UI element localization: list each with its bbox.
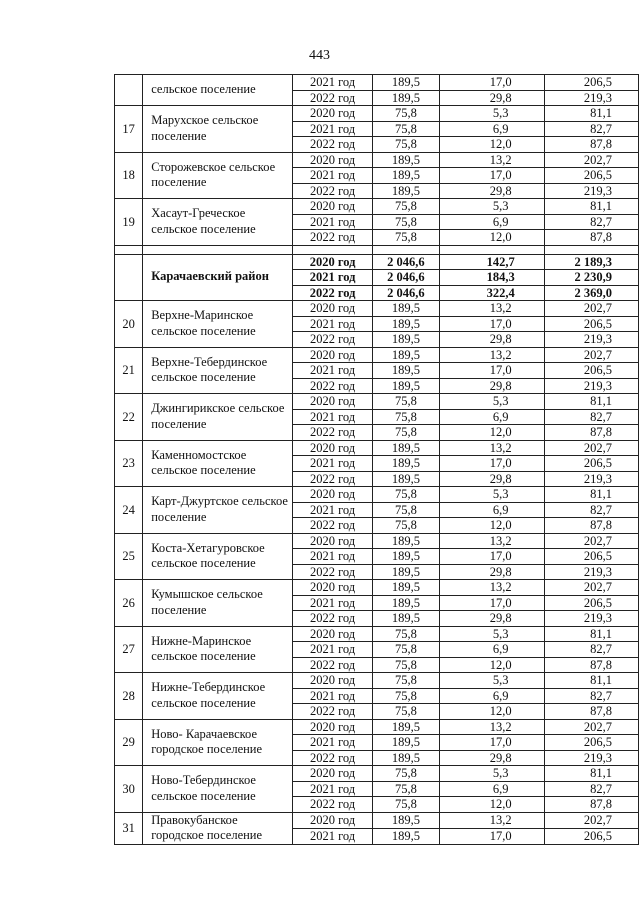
value-1-cell: 75,8 (373, 766, 440, 782)
year-cell: 2021 год (292, 688, 372, 704)
total-cell: 206,5 (544, 168, 638, 184)
value-1-cell: 189,5 (373, 152, 440, 168)
value-1-cell: 189,5 (373, 168, 440, 184)
row-number: 30 (115, 766, 143, 813)
value-2-cell: 6,9 (439, 502, 544, 518)
row-number: 29 (115, 719, 143, 766)
table-row (115, 394, 639, 410)
spacer-cell (544, 245, 638, 254)
settlement-name: Джингирикское сельское поселение (143, 394, 293, 441)
year-cell: 2021 год (292, 781, 372, 797)
year-cell: 2020 год (292, 254, 372, 270)
year-cell: 2021 год (292, 642, 372, 658)
row-number: 24 (115, 487, 143, 534)
row-number: 27 (115, 626, 143, 673)
total-cell: 87,8 (544, 704, 638, 720)
district-total-row (115, 254, 639, 270)
value-1-cell: 75,8 (373, 518, 440, 534)
value-2-cell: 29,8 (439, 183, 544, 199)
value-1-cell: 189,5 (373, 183, 440, 199)
value-1-cell: 75,8 (373, 673, 440, 689)
value-1-cell: 189,5 (373, 750, 440, 766)
value-1-cell: 75,8 (373, 704, 440, 720)
table-row (115, 580, 639, 596)
year-cell: 2022 год (292, 378, 372, 394)
total-cell: 219,3 (544, 378, 638, 394)
total-cell: 82,7 (544, 781, 638, 797)
value-1-cell: 189,5 (373, 90, 440, 106)
total-cell: 81,1 (544, 106, 638, 122)
year-cell: 2020 год (292, 106, 372, 122)
settlement-name: Верхне-Тебердинское сельское поселение (143, 347, 293, 394)
total-cell: 206,5 (544, 316, 638, 332)
value-2-cell: 13,2 (439, 580, 544, 596)
year-cell: 2020 год (292, 347, 372, 363)
year-cell: 2022 год (292, 704, 372, 720)
year-cell: 2022 год (292, 332, 372, 348)
value-2-cell: 12,0 (439, 137, 544, 153)
settlement-name: Каменномостское сельское поселение (143, 440, 293, 487)
total-cell: 206,5 (544, 735, 638, 751)
value-2-cell: 5,3 (439, 199, 544, 215)
total-cell: 87,8 (544, 797, 638, 813)
settlement-name: сельское поселение (143, 75, 293, 106)
table-row (115, 440, 639, 456)
total-cell: 87,8 (544, 137, 638, 153)
spacer-row (115, 245, 639, 254)
value-2-cell: 13,2 (439, 533, 544, 549)
total-cell: 219,3 (544, 471, 638, 487)
year-cell: 2022 год (292, 797, 372, 813)
value-2-cell: 17,0 (439, 549, 544, 565)
value-2-cell: 13,2 (439, 812, 544, 828)
year-cell: 2021 год (292, 549, 372, 565)
spacer-cell (143, 245, 293, 254)
total-cell: 81,1 (544, 199, 638, 215)
total-cell: 82,7 (544, 214, 638, 230)
value-2-cell: 6,9 (439, 214, 544, 230)
year-cell: 2020 год (292, 394, 372, 410)
value-2-cell: 17,0 (439, 735, 544, 751)
year-cell: 2020 год (292, 766, 372, 782)
year-cell: 2022 год (292, 285, 372, 301)
total-cell: 219,3 (544, 183, 638, 199)
year-cell: 2021 год (292, 121, 372, 137)
value-2-cell: 13,2 (439, 152, 544, 168)
value-1-cell: 189,5 (373, 719, 440, 735)
total-cell: 82,7 (544, 688, 638, 704)
total-cell: 202,7 (544, 812, 638, 828)
row-number: 18 (115, 152, 143, 199)
value-2-cell: 12,0 (439, 518, 544, 534)
total-cell: 87,8 (544, 230, 638, 246)
value-1-cell: 189,5 (373, 471, 440, 487)
value-2-cell: 5,3 (439, 626, 544, 642)
year-cell: 2022 год (292, 230, 372, 246)
year-cell: 2020 год (292, 812, 372, 828)
table-row (115, 106, 639, 122)
row-number (115, 75, 143, 106)
settlement-name: Правокубанское городское поселение (143, 812, 293, 844)
value-1-cell: 189,5 (373, 440, 440, 456)
value-2-cell: 29,8 (439, 611, 544, 627)
year-cell: 2021 год (292, 456, 372, 472)
year-cell: 2021 год (292, 363, 372, 379)
value-1-cell: 75,8 (373, 487, 440, 503)
value-1-cell: 189,5 (373, 363, 440, 379)
value-2-cell: 17,0 (439, 363, 544, 379)
year-cell: 2021 год (292, 214, 372, 230)
value-1-cell: 75,8 (373, 409, 440, 425)
value-2-cell: 142,7 (439, 254, 544, 270)
value-2-cell: 17,0 (439, 828, 544, 844)
spacer-cell (292, 245, 372, 254)
year-cell: 2021 год (292, 75, 372, 91)
value-2-cell: 12,0 (439, 230, 544, 246)
value-2-cell: 12,0 (439, 657, 544, 673)
value-2-cell: 29,8 (439, 471, 544, 487)
value-2-cell: 6,9 (439, 121, 544, 137)
value-2-cell: 6,9 (439, 781, 544, 797)
total-cell: 202,7 (544, 152, 638, 168)
table-row (115, 199, 639, 215)
settlement-name: Верхне-Маринское сельское поселение (143, 301, 293, 348)
value-1-cell: 75,8 (373, 394, 440, 410)
value-2-cell: 13,2 (439, 719, 544, 735)
spacer-cell (115, 245, 143, 254)
value-1-cell: 75,8 (373, 642, 440, 658)
total-cell: 81,1 (544, 394, 638, 410)
settlement-name: Кумышское сельское поселение (143, 580, 293, 627)
year-cell: 2021 год (292, 735, 372, 751)
value-1-cell: 189,5 (373, 595, 440, 611)
value-1-cell: 75,8 (373, 502, 440, 518)
value-1-cell: 75,8 (373, 425, 440, 441)
total-cell: 202,7 (544, 719, 638, 735)
settlement-name: Ново- Карачаевское городское поселение (143, 719, 293, 766)
total-cell: 219,3 (544, 90, 638, 106)
year-cell: 2022 год (292, 183, 372, 199)
value-2-cell: 5,3 (439, 106, 544, 122)
total-cell: 206,5 (544, 456, 638, 472)
value-1-cell: 189,5 (373, 533, 440, 549)
value-1-cell: 2 046,6 (373, 254, 440, 270)
total-cell: 219,3 (544, 332, 638, 348)
settlement-name: Карт-Джуртское сельское поселение (143, 487, 293, 534)
row-number: 17 (115, 106, 143, 153)
value-1-cell: 189,5 (373, 332, 440, 348)
total-cell: 81,1 (544, 673, 638, 689)
total-cell: 202,7 (544, 580, 638, 596)
value-2-cell: 5,3 (439, 673, 544, 689)
total-cell: 206,5 (544, 595, 638, 611)
table-row (115, 626, 639, 642)
total-cell: 206,5 (544, 75, 638, 91)
budget-table (114, 74, 639, 845)
year-cell: 2021 год (292, 502, 372, 518)
row-number: 20 (115, 301, 143, 348)
table-row (115, 75, 639, 91)
year-cell: 2020 год (292, 673, 372, 689)
total-cell: 2 369,0 (544, 285, 638, 301)
value-1-cell: 189,5 (373, 549, 440, 565)
value-2-cell: 17,0 (439, 168, 544, 184)
value-1-cell: 189,5 (373, 828, 440, 844)
total-cell: 81,1 (544, 626, 638, 642)
value-1-cell: 189,5 (373, 580, 440, 596)
row-number: 25 (115, 533, 143, 580)
year-cell: 2021 год (292, 595, 372, 611)
value-1-cell: 75,8 (373, 214, 440, 230)
year-cell: 2021 год (292, 409, 372, 425)
total-cell: 202,7 (544, 301, 638, 317)
value-2-cell: 29,8 (439, 378, 544, 394)
year-cell: 2020 год (292, 199, 372, 215)
value-2-cell: 12,0 (439, 797, 544, 813)
row-number: 22 (115, 394, 143, 441)
total-cell: 202,7 (544, 533, 638, 549)
page-number: 443 (309, 48, 330, 63)
settlement-name: Ново-Тебердинское сельское поселение (143, 766, 293, 813)
value-2-cell: 5,3 (439, 766, 544, 782)
row-number: 21 (115, 347, 143, 394)
year-cell: 2021 год (292, 270, 372, 286)
year-cell: 2021 год (292, 828, 372, 844)
value-1-cell: 75,8 (373, 230, 440, 246)
total-cell: 202,7 (544, 347, 638, 363)
value-1-cell: 75,8 (373, 121, 440, 137)
value-1-cell: 75,8 (373, 199, 440, 215)
value-1-cell: 2 046,6 (373, 270, 440, 286)
settlement-name: Нижне-Тебердинское сельское поселение (143, 673, 293, 720)
year-cell: 2020 год (292, 533, 372, 549)
value-1-cell: 75,8 (373, 797, 440, 813)
row-number: 31 (115, 812, 143, 844)
year-cell: 2022 год (292, 90, 372, 106)
value-2-cell: 5,3 (439, 394, 544, 410)
total-cell: 87,8 (544, 425, 638, 441)
value-2-cell: 12,0 (439, 425, 544, 441)
value-2-cell: 6,9 (439, 642, 544, 658)
value-1-cell: 2 046,6 (373, 285, 440, 301)
year-cell: 2022 год (292, 750, 372, 766)
value-2-cell: 29,8 (439, 90, 544, 106)
settlement-name: Нижне-Маринское сельское поселение (143, 626, 293, 673)
total-cell: 82,7 (544, 121, 638, 137)
year-cell: 2020 год (292, 152, 372, 168)
year-cell: 2022 год (292, 471, 372, 487)
total-cell: 2 189,3 (544, 254, 638, 270)
total-cell: 202,7 (544, 440, 638, 456)
total-cell: 87,8 (544, 518, 638, 534)
value-1-cell: 75,8 (373, 688, 440, 704)
table-row (115, 719, 639, 735)
total-cell: 206,5 (544, 363, 638, 379)
year-cell: 2021 год (292, 168, 372, 184)
total-cell: 2 230,9 (544, 270, 638, 286)
spacer-cell (373, 245, 440, 254)
value-2-cell: 29,8 (439, 332, 544, 348)
value-2-cell: 29,8 (439, 564, 544, 580)
year-cell: 2020 год (292, 487, 372, 503)
value-2-cell: 17,0 (439, 75, 544, 91)
value-1-cell: 189,5 (373, 812, 440, 828)
year-cell: 2022 год (292, 564, 372, 580)
value-2-cell: 29,8 (439, 750, 544, 766)
total-cell: 219,3 (544, 750, 638, 766)
value-1-cell: 189,5 (373, 735, 440, 751)
settlement-name: Сторожевское сельское поселение (143, 152, 293, 199)
table-row (115, 152, 639, 168)
value-2-cell: 12,0 (439, 704, 544, 720)
value-2-cell: 13,2 (439, 440, 544, 456)
value-1-cell: 75,8 (373, 106, 440, 122)
total-cell: 81,1 (544, 766, 638, 782)
value-1-cell: 189,5 (373, 564, 440, 580)
total-cell: 206,5 (544, 549, 638, 565)
total-cell: 206,5 (544, 828, 638, 844)
value-1-cell: 189,5 (373, 378, 440, 394)
year-cell: 2022 год (292, 518, 372, 534)
row-number (115, 254, 143, 301)
total-cell: 81,1 (544, 487, 638, 503)
value-2-cell: 17,0 (439, 316, 544, 332)
row-number: 26 (115, 580, 143, 627)
value-1-cell: 189,5 (373, 611, 440, 627)
total-cell: 82,7 (544, 409, 638, 425)
total-cell: 82,7 (544, 642, 638, 658)
year-cell: 2020 год (292, 719, 372, 735)
value-2-cell: 5,3 (439, 487, 544, 503)
settlement-name: Марухское сельское поселение (143, 106, 293, 153)
value-1-cell: 75,8 (373, 657, 440, 673)
total-cell: 87,8 (544, 657, 638, 673)
value-1-cell: 189,5 (373, 456, 440, 472)
value-1-cell: 189,5 (373, 347, 440, 363)
value-1-cell: 189,5 (373, 316, 440, 332)
table-row (115, 533, 639, 549)
table-row (115, 673, 639, 689)
year-cell: 2022 год (292, 425, 372, 441)
district-name: Карачаевский район (143, 254, 293, 301)
year-cell: 2022 год (292, 657, 372, 673)
value-1-cell: 75,8 (373, 626, 440, 642)
value-2-cell: 184,3 (439, 270, 544, 286)
year-cell: 2020 год (292, 580, 372, 596)
table-body (115, 75, 639, 845)
year-cell: 2020 год (292, 440, 372, 456)
table-row (115, 347, 639, 363)
value-2-cell: 17,0 (439, 456, 544, 472)
row-number: 28 (115, 673, 143, 720)
total-cell: 219,3 (544, 564, 638, 580)
table-row (115, 766, 639, 782)
year-cell: 2022 год (292, 137, 372, 153)
total-cell: 82,7 (544, 502, 638, 518)
value-2-cell: 6,9 (439, 409, 544, 425)
value-1-cell: 189,5 (373, 301, 440, 317)
table-row (115, 301, 639, 317)
year-cell: 2022 год (292, 611, 372, 627)
settlement-name: Коста-Хетагуровское сельское поселение (143, 533, 293, 580)
year-cell: 2021 год (292, 316, 372, 332)
value-2-cell: 17,0 (439, 595, 544, 611)
value-2-cell: 322,4 (439, 285, 544, 301)
value-2-cell: 13,2 (439, 301, 544, 317)
value-2-cell: 6,9 (439, 688, 544, 704)
row-number: 23 (115, 440, 143, 487)
table-row (115, 812, 639, 828)
value-1-cell: 189,5 (373, 75, 440, 91)
row-number: 19 (115, 199, 143, 246)
year-cell: 2020 год (292, 626, 372, 642)
year-cell: 2020 год (292, 301, 372, 317)
spacer-cell (439, 245, 544, 254)
total-cell: 219,3 (544, 611, 638, 627)
settlement-name: Хасаут-Греческое сельское поселение (143, 199, 293, 246)
value-1-cell: 75,8 (373, 781, 440, 797)
value-1-cell: 75,8 (373, 137, 440, 153)
table-row (115, 487, 639, 503)
value-2-cell: 13,2 (439, 347, 544, 363)
